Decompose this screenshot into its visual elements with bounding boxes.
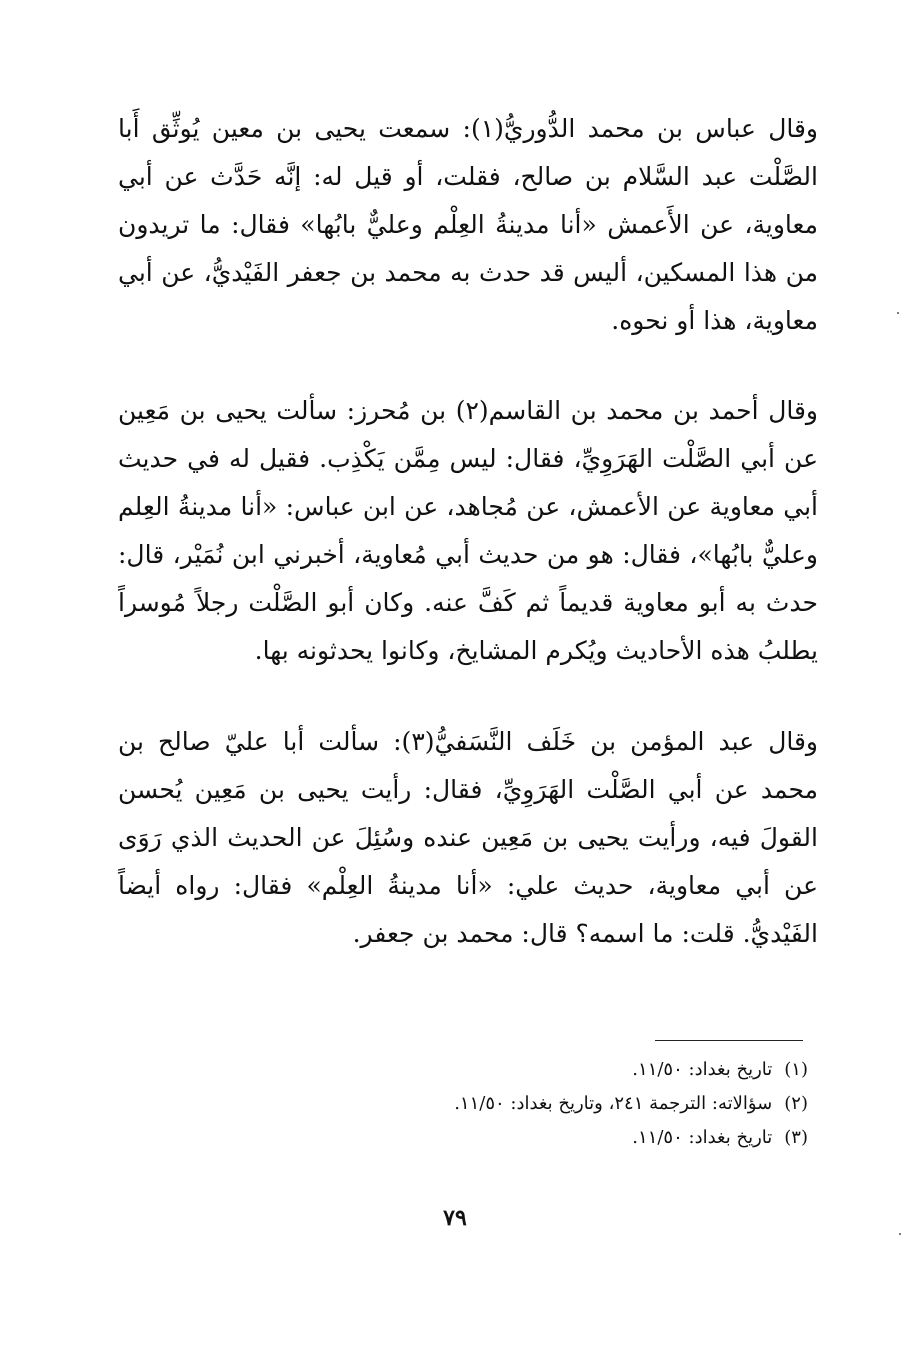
scan-speck <box>899 1233 901 1235</box>
footnote-3 <box>300 1121 808 1155</box>
footnote-number: (٣) <box>784 1127 808 1148</box>
footnote-number: (١) <box>784 1059 808 1080</box>
footnote-number: (٢) <box>784 1093 808 1114</box>
footnote-1 <box>300 1053 808 1087</box>
footnote-text: تاريخ بغداد: ١١/٥٠. <box>632 1059 773 1080</box>
footnote-separator <box>655 1040 803 1041</box>
footnote-text: سؤالاته: الترجمة ٢٤١، وتاريخ بغداد: ١١/٥٠. <box>454 1093 773 1114</box>
paragraph-1: وقال عباس بن محمد الدُّوريُّ(١): سمعت يحيى بن معين يُوثِّق أَبا الصَّلْت عبد السَّلام بن صالح، فقلت، أو قيل له: إنَّه حَدَّث عن أبي معاوية، عن الأَعمش «أنا مدينةُ العِلْم وعليٌّ بابُها» فقال: ما تريدون من هذا المسكين، أليس قد حدث به محمد بن جعفر الفَيْديُّ، عن أبي معاوية، هذا أو نحوه. <box>118 114 818 335</box>
footnotes <box>300 1053 808 1155</box>
paragraph-3: وقال عبد المؤمن بن خَلَف النَّسَفيُّ(٣): سألت أبا عليّ صالح بن محمد عن أبي الصَّلْت الهَرَوِيِّ، فقال: رأيت يحيى بن مَعِين يُحسن القولَ فيه، ورأيت يحيى بن مَعِين عنده وسُئِلَ عن الحديث الذي رَوَى عن أبي معاوية، حديث علي: «أنا مدينةُ العِلْم» فقال: رواه أيضاً الفَيْديُّ. قلت: ما اسمه؟ قال: محمد بن جعفر. <box>118 727 818 948</box>
paragraph-2: وقال أحمد بن محمد بن القاسم(٢) بن مُحرز: سألت يحيى بن مَعِين عن أبي الصَّلْت الهَرَوِيِّ، فقال: ليس مِمَّن يَكْذِب. فقيل له في حديث أبي معاوية عن الأعمش، عن مُجاهد، عن ابن عباس: «أنا مدينةُ العِلم وعليٌّ بابُها»، فقال: هو من حديث أبي مُعاوية، أخبرني ابن نُمَيْر، قال: حدث به أبو معاوية قديماً ثم كَفَّ عنه. وكان أبو الصَّلْت رجلاً مُوسراً يطلبُ هذه الأحاديث ويُكرم المشايخ، وكانوا يحدثونه بها. <box>118 396 818 665</box>
footnote-text: تاريخ بغداد: ١١/٥٠. <box>632 1127 773 1148</box>
page-number: ٧٩ <box>443 1205 467 1231</box>
footnote-2 <box>300 1087 808 1121</box>
scan-speck <box>897 312 899 314</box>
